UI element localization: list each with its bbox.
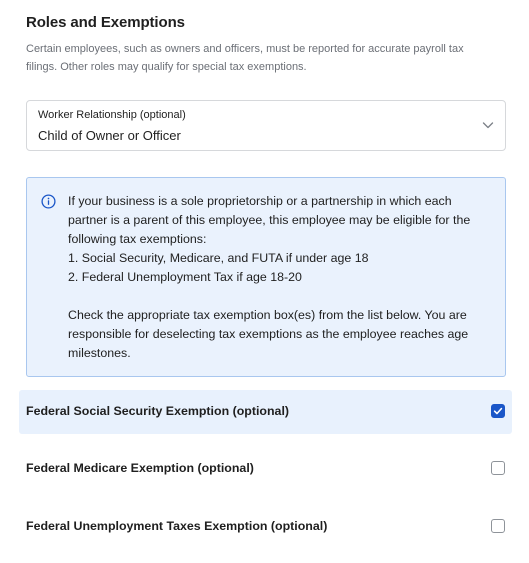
chevron-down-icon — [481, 118, 495, 132]
notice-paragraph: Check the appropriate tax exemption box(es) from the list below. You are responsible for deselecting tax exemptions as the employee reaches age milestones. — [68, 308, 469, 360]
exemption-label: Federal Social Security Exemption (optional) — [26, 404, 290, 418]
unemployment-exemption-checkbox[interactable] — [491, 519, 505, 533]
worker-relationship-select[interactable] — [26, 100, 506, 151]
notice-list-item: 1. Social Security, Medicare, and FUTA if under age 18 — [68, 251, 369, 265]
worker-relationship-value: Child of Owner or Officer — [38, 128, 181, 143]
notice-text — [68, 192, 493, 363]
exemption-label: Federal Unemployment Taxes Exemption (optional) — [26, 519, 328, 533]
tax-exemption-notice — [26, 177, 506, 377]
worker-relationship-label: Worker Relationship (optional) — [38, 109, 186, 121]
medicare-exemption-checkbox[interactable] — [491, 461, 505, 475]
roles-and-exemptions-section — [26, 0, 506, 360]
section-title: Roles and Exemptions — [26, 14, 185, 31]
social-security-exemption-checkbox[interactable] — [491, 404, 505, 418]
exemption-row-medicare[interactable] — [19, 447, 512, 491]
notice-list-item: 2. Federal Unemployment Tax if age 18-20 — [68, 270, 302, 284]
exemption-row-social-security[interactable] — [19, 390, 512, 434]
exemption-row-unemployment[interactable] — [19, 505, 512, 549]
info-circle-icon — [41, 194, 56, 209]
checkmark-icon — [493, 406, 503, 416]
notice-paragraph: If your business is a sole proprietorship or a partnership in which each partner is a parent of this employee, this employee may be eligible for the following tax exemptions: — [68, 194, 471, 246]
section-description: Certain employees, such as owners and officers, must be reported for accurate payroll tax filings. Other roles may qualify for special tax exemptions. — [26, 43, 464, 73]
exemption-label: Federal Medicare Exemption (optional) — [26, 461, 254, 475]
